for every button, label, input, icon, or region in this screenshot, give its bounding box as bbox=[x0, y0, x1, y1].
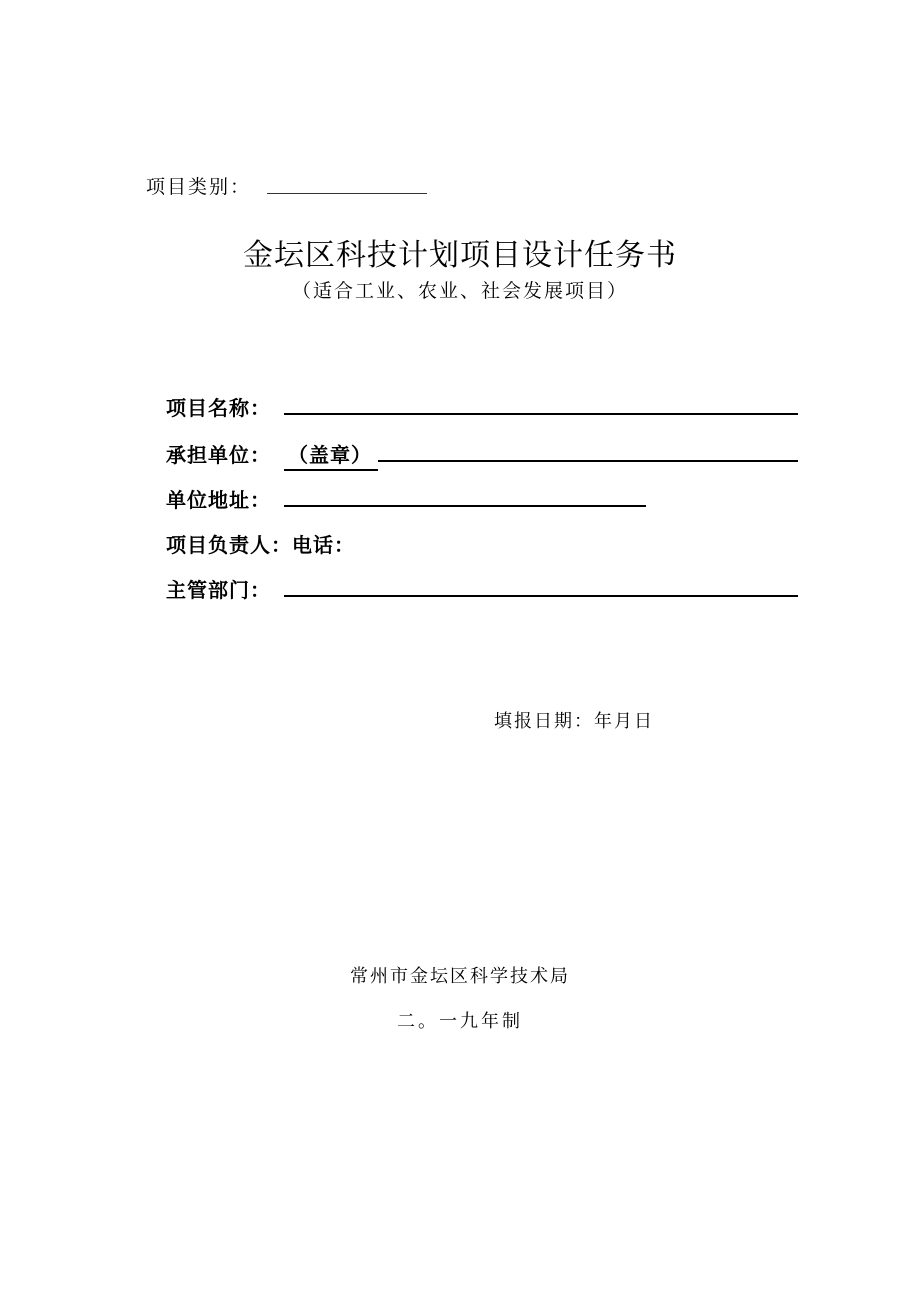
document-title: 金坛区科技计划项目设计任务书 bbox=[243, 238, 677, 273]
issue-year: 二。一九年制 bbox=[397, 1011, 523, 1032]
project-category-label: 项目类别： bbox=[146, 176, 252, 198]
department-blank[interactable] bbox=[284, 595, 798, 597]
unit-address-label: 单位地址： bbox=[166, 488, 271, 512]
project-category-blank[interactable] bbox=[267, 193, 427, 194]
project-leader-phone-label: 项目负责人：电话： bbox=[166, 533, 355, 557]
document-subtitle: （适合工业、农业、社会发展项目） bbox=[291, 280, 628, 302]
undertaking-unit-blank[interactable] bbox=[378, 460, 798, 462]
unit-address-blank[interactable] bbox=[284, 505, 646, 507]
department-label: 主管部门： bbox=[166, 578, 271, 602]
issuer-name: 常州市金坛区科学技术局 bbox=[350, 966, 570, 987]
undertaking-unit-label: 承担单位： bbox=[166, 443, 271, 467]
project-name-blank[interactable] bbox=[284, 413, 798, 415]
stamp-note: （盖章） bbox=[284, 439, 378, 471]
fill-date-label: 填报日期：年月日 bbox=[494, 711, 654, 732]
project-name-label: 项目名称： bbox=[166, 396, 271, 420]
